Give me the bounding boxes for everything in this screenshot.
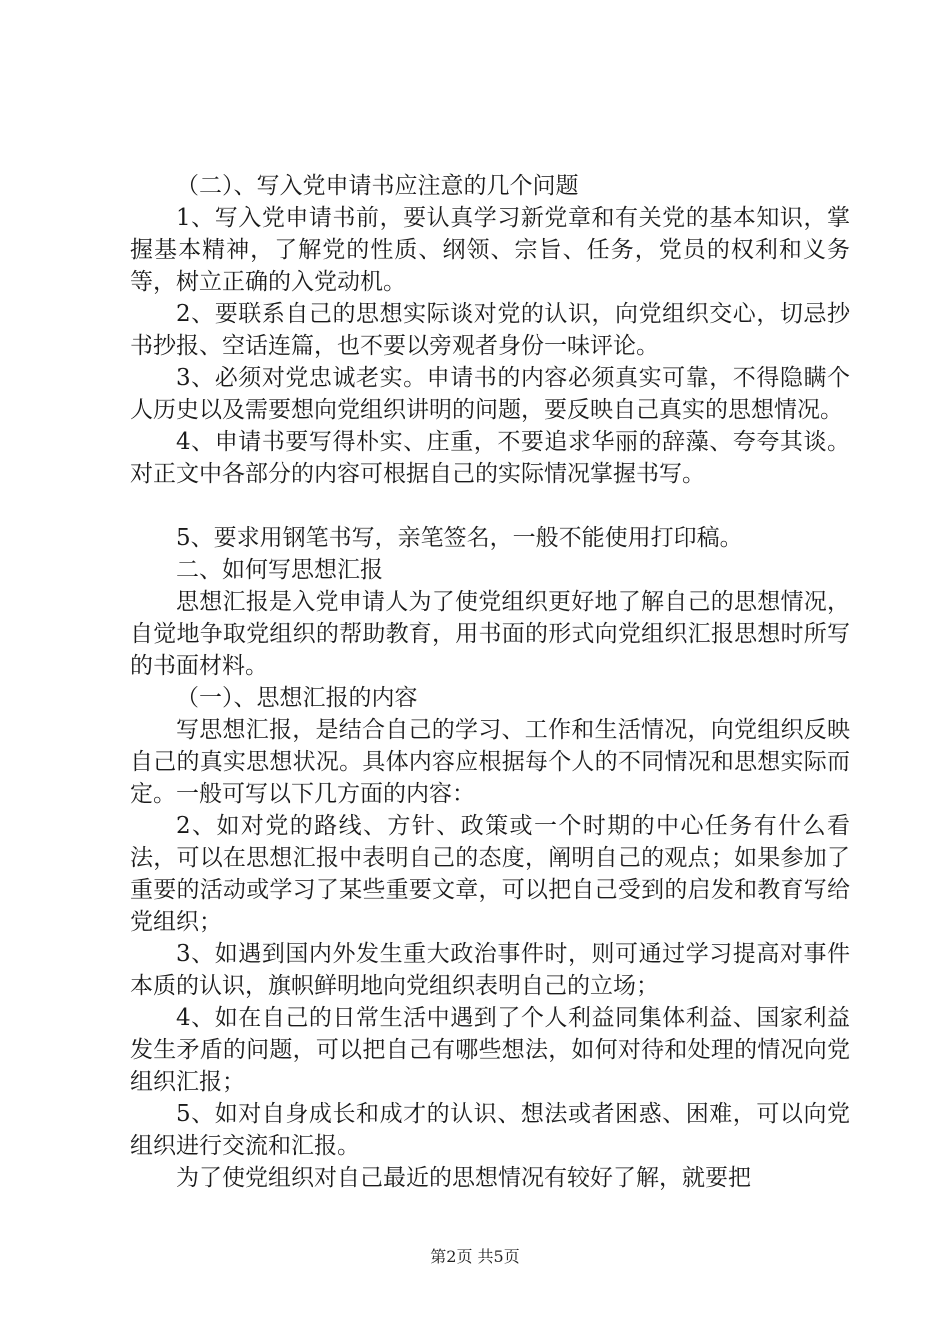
section-heading-notes: （二）、写入党申请书应注意的几个问题 [176, 173, 579, 199]
paragraph: 4、申请书要写得朴实、庄重，不要追求华丽的辞藻、夸夸其谈。对正文中各部分的内容可根据自己的实际情况掌握书写。 [130, 429, 850, 487]
section-heading-report-content: （一）、思想汇报的内容 [176, 685, 418, 711]
paragraph: 5、要求用钢笔书写，亲笔签名，一般不能使用打印稿。 [176, 525, 743, 551]
paragraph: 1、写入党申请书前，要认真学习新党章和有关党的基本知识，掌握基本精神，了解党的性质、纲领、宗旨、任务，党员的权利和义务等，树立正确的入党动机。 [130, 205, 850, 295]
page-number-footer: 第2页 共5页 [430, 1247, 520, 1266]
paragraph: 3、如遇到国内外发生重大政治事件时，则可通过学习提高对事件本质的认识，旗帜鲜明地向党组织表明自己的立场； [130, 941, 850, 999]
paragraph: 2、要联系自己的思想实际谈对党的认识，向党组织交心，切忌抄书抄报、空话连篇，也不要以旁观者身份一味评论。 [130, 301, 850, 359]
paragraph: 4、如在自己的日常生活中遇到了个人利益同集体利益、国家利益发生矛盾的问题，可以把自己有哪些想法，如何对待和处理的情况向党组织汇报； [130, 1005, 850, 1095]
paragraph: 3、必须对党忠诚老实。申请书的内容必须真实可靠，不得隐瞒个人历史以及需要想向党组织讲明的问题，要反映自己真实的思想情况。 [130, 365, 850, 423]
section-heading-thought-report: 二、如何写思想汇报 [176, 557, 383, 583]
paragraph: 为了使党组织对自己最近的思想情况有较好了解，就要把 [176, 1165, 751, 1191]
paragraph: 思想汇报是入党申请人为了使党组织更好地了解自己的思想情况，自觉地争取党组织的帮助教育，用书面的形式向党组织汇报思想时所写的书面材料。 [130, 589, 850, 679]
paragraph: 写思想汇报，是结合自己的学习、工作和生活情况，向党组织反映自己的真实思想状况。具体内容应根据每个人的不同情况和思想实际而定。一般可写以下几方面的内容： [130, 717, 850, 807]
paragraph: 2、如对党的路线、方针、政策或一个时期的中心任务有什么看法，可以在思想汇报中表明自己的态度，阐明自己的观点；如果参加了重要的活动或学习了某些重要文章，可以把自己受到的启发和教育写给党组织； [130, 813, 850, 935]
paragraph: 5、如对自身成长和成才的认识、想法或者困惑、困难，可以向党组织进行交流和汇报。 [130, 1101, 850, 1159]
document-body [130, 170, 850, 1194]
